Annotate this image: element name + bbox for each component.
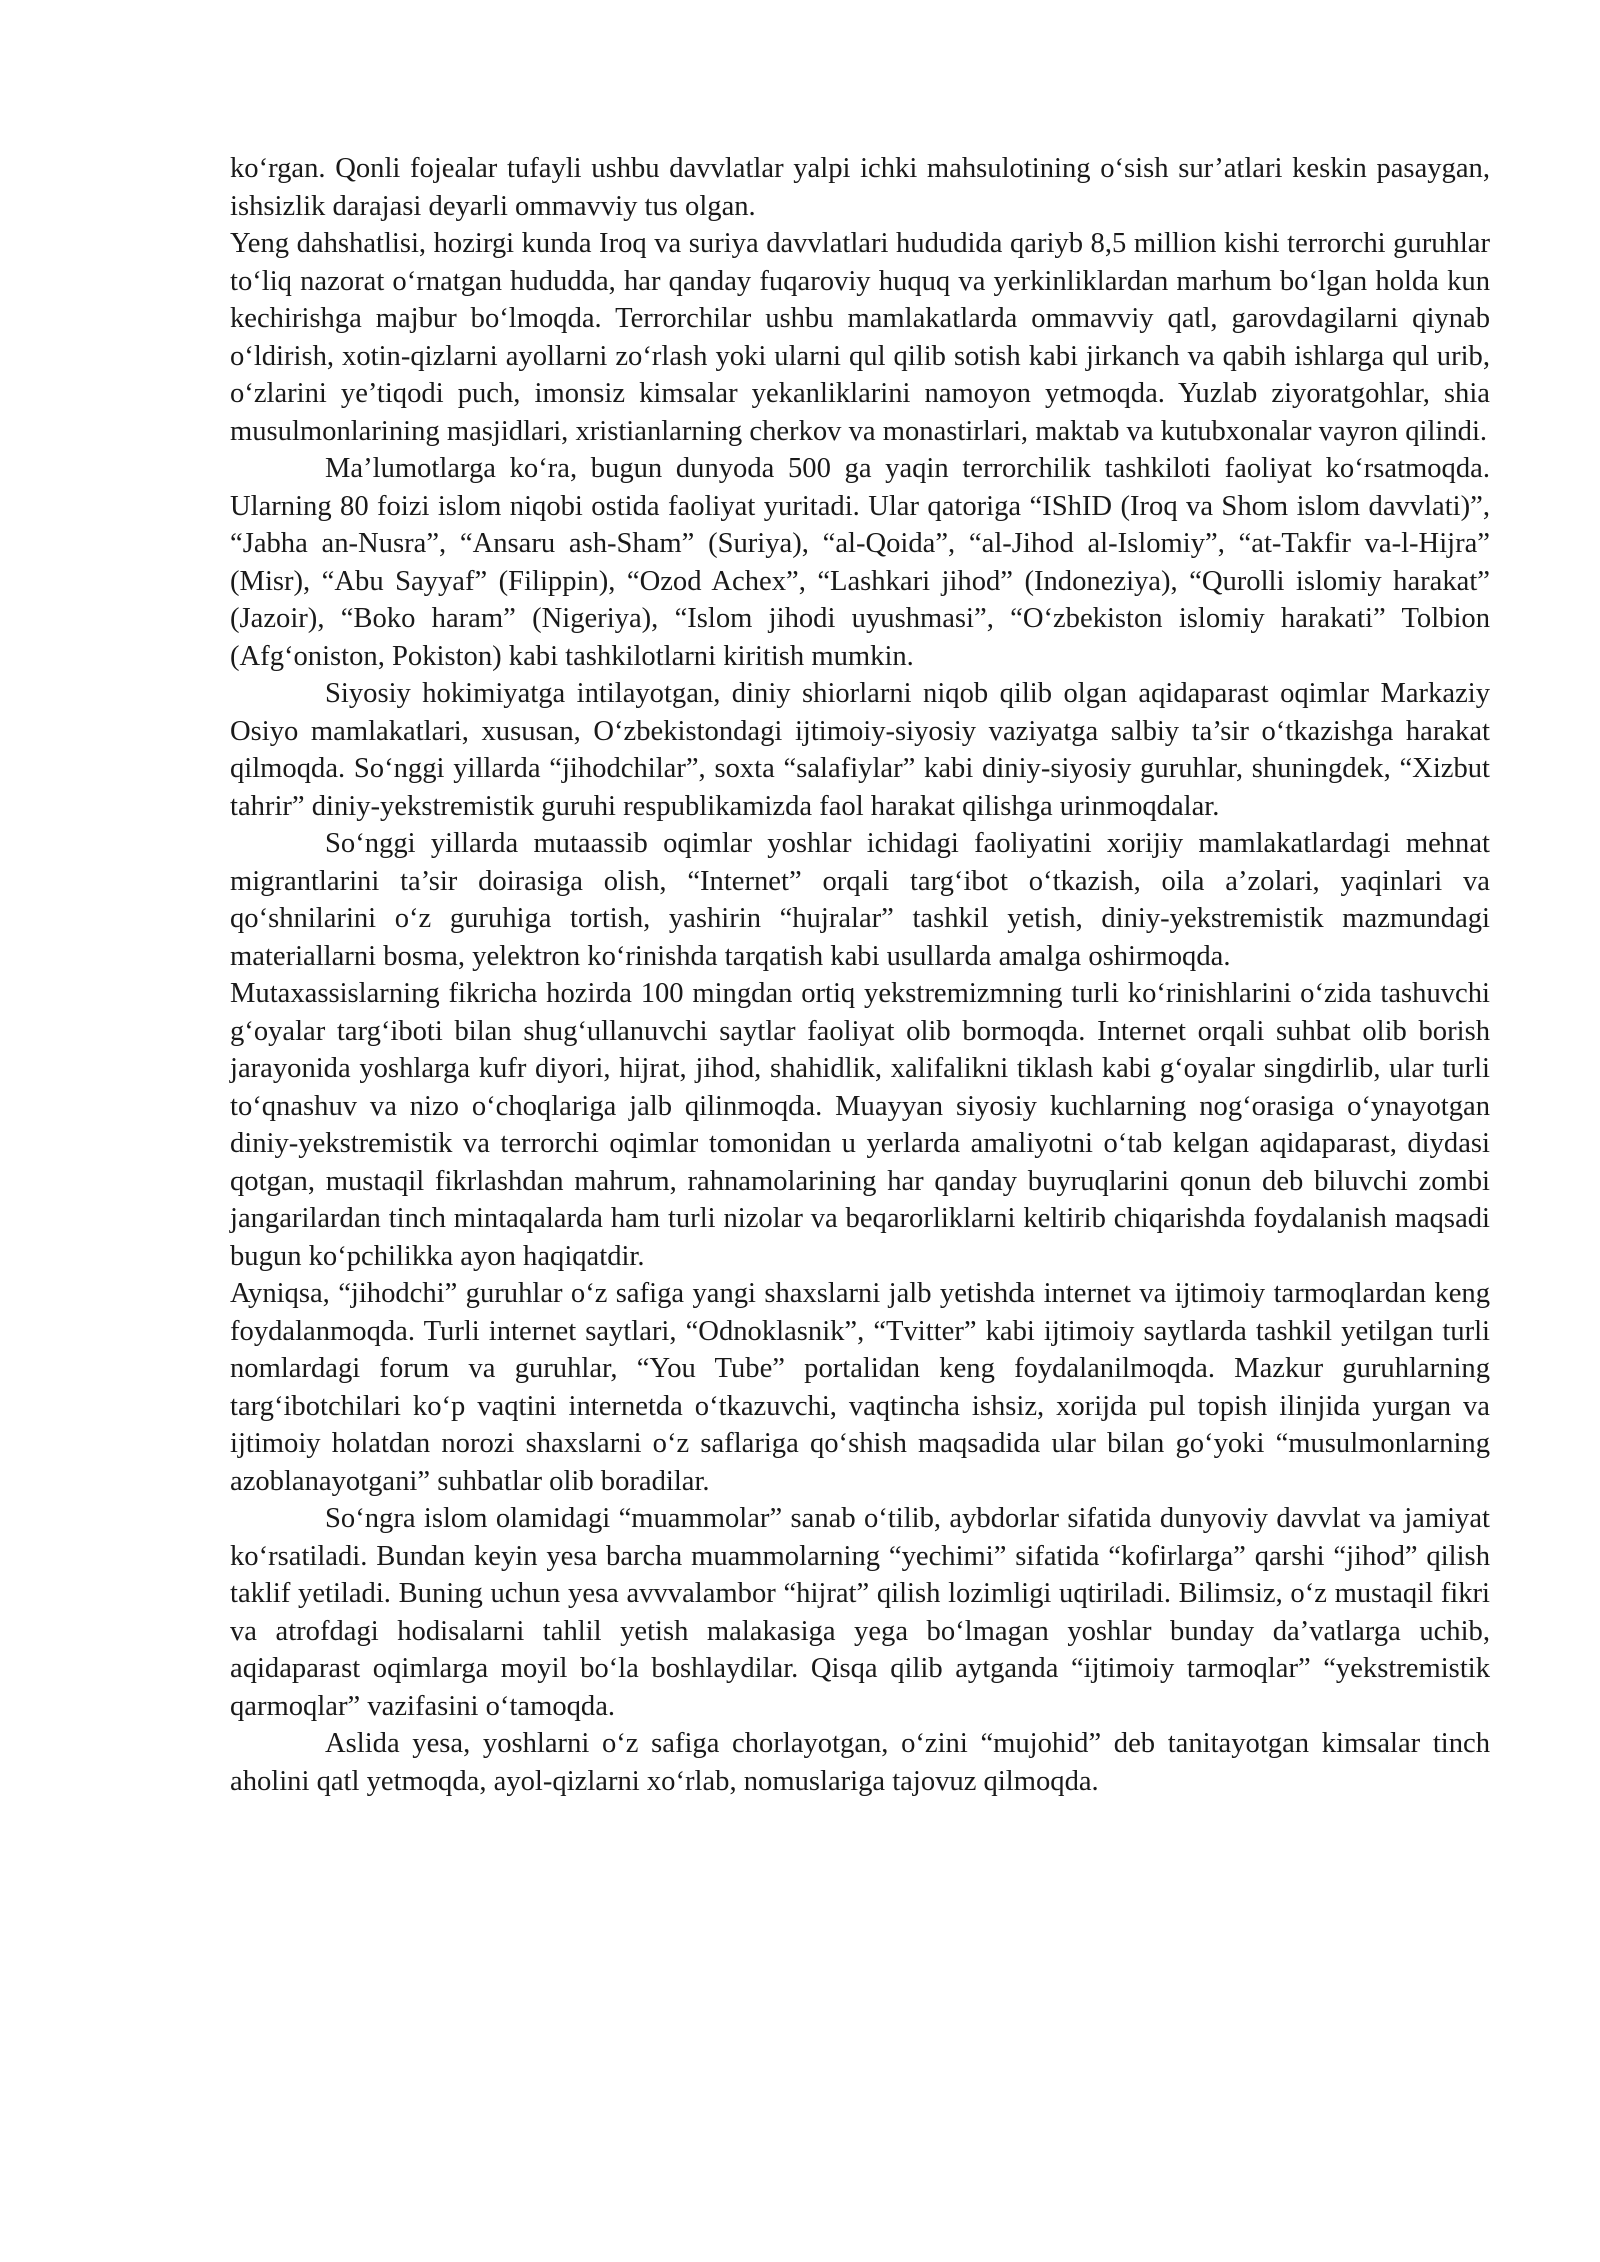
paragraph: Ma’lumotlarga ko‘ra, bugun dunyoda 500 ga yaqin terrorchilik tashkiloti faoliyat ko‘rsatmoqda. Ularning 80 foizi islom niqobi ostida faoliyat yuritadi. Ular qatoriga “IShID (Iroq va Shom islom davvlati)”, “Jabha an-Nusra”, “Ansaru ash-Sham” (Suriya), “al-Qoida”, “al-Jihod al-Islomiy”, “at-Takfir va-l-Hijra” (Misr), “Abu Sayyaf” (Filippin), “Ozod Achex”, “Lashkari jihod” (Indoneziya), “Qurolli islomiy harakat” (Jazoir), “Boko haram” (Nigeriya), “Islom jihodi uyushmasi”, “O‘zbekiston islomiy harakati” Tolbion (Afg‘oniston, Pokiston) kabi tashkilotlarni kiritish mumkin. bbox=[230, 453, 1490, 672]
paragraph: Aslida yesa, yoshlarni o‘z safiga chorlayotgan, o‘zini “mujohid” deb tanitayotgan kimsalar tinch aholini qatl yetmoqda, ayol-qizlarni xo‘rlab, nomuslariga tajovuz qilmoqda. bbox=[230, 1728, 1490, 1797]
document-page bbox=[230, 150, 1490, 1800]
paragraph: So‘ngra islom olamidagi “muammolar” sanab o‘tilib, aybdorlar sifatida dunyoviy davvlat va jamiyat ko‘rsatiladi. Bundan keyin yesa barcha muammolarning “yechimi” sifatida “kofirlarga” qarshi “jihod” qilish taklif yetiladi. Buning uchun yesa avvvalambor “hijrat” qilish lozimligi uqtiriladi. Bilimsiz, o‘z mustaqil fikri va atrofdagi hodisalarni tahlil yetish malakasiga yega bo‘lmagan yoshlar bunday da’vatlarga uchib, aqidaparast oqimlarga moyil bo‘la boshlaydilar. Qisqa qilib aytganda “ijtimoiy tarmoqlar” “yekstremistik qarmoqlar” vazifasini o‘tamoqda. bbox=[230, 1503, 1490, 1722]
paragraph: So‘nggi yillarda mutaassib oqimlar yoshlar ichidagi faoliyatini xorijiy mamlakatlardagi mehnat migrantlarini ta’sir doirasiga olish, “Internet” orqali targ‘ibot o‘tkazish, oila a’zolari, yaqinlari va qo‘shnilarini o‘z guruhiga tortish, yashirin “hujralar” tashkil yetish, diniy-yekstremistik mazmundagi materiallarni bosma, yelektron ko‘rinishda tarqatish kabi usullarda amalga oshirmoqda. bbox=[230, 828, 1490, 972]
paragraph: ko‘rgan. Qonli fojealar tufayli ushbu davvlatlar yalpi ichki mahsulotining o‘sish sur’atlari keskin pasaygan, ishsizlik darajasi deyarli ommavviy tus olgan. bbox=[230, 153, 1490, 222]
paragraph: Mutaxassislarning fikricha hozirda 100 mingdan ortiq yekstremizmning turli ko‘rinishlarini o‘zida tashuvchi g‘oyalar targ‘iboti bilan shug‘ullanuvchi saytlar faoliyat olib bormoqda. Internet orqali suhbat olib borish jarayonida yoshlarga kufr diyori, hijrat, jihod, shahidlik, xalifalikni tiklash kabi g‘oyalar singdirlib, ular turli to‘qnashuv va nizo o‘choqlariga jalb qilinmoqda. Muayyan siyosiy kuchlarning nog‘orasiga o‘ynayotgan diniy-yekstremistik va terrorchi oqimlar tomonidan u yerlarda amaliyotni o‘tab kelgan aqidaparast, diydasi qotgan, mustaqil fikrlashdan mahrum, rahnamolarining har qanday buyruqlarini qonun deb biluvchi zombi jangarilardan tinch mintaqalarda ham turli nizolar va beqarorliklarni keltirib chiqarishda foydalanish maqsadi bugun ko‘pchilikka ayon haqiqatdir. bbox=[230, 978, 1490, 1272]
paragraph: Ayniqsa, “jihodchi” guruhlar o‘z safiga yangi shaxslarni jalb yetishda internet va ijtimoiy tarmoqlardan keng foydalanmoqda. Turli internet saytlari, “Odnoklasnik”, “Tvitter” kabi ijtimoiy saytlarda tashkil yetilgan turli nomlardagi forum va guruhlar, “You Tube” portalidan keng foydalanilmoqda. Mazkur guruhlarning targ‘ibotchilari ko‘p vaqtini internetda o‘tkazuvchi, vaqtincha ishsiz, xorijda pul topish ilinjida yurgan va ijtimoiy holatdan norozi shaxslarni o‘z saflariga qo‘shish maqsadida ular bilan go‘yoki “musulmonlarning azoblanayotgani” suhbatlar olib boradilar. bbox=[230, 1278, 1490, 1497]
paragraph: Yeng dahshatlisi, hozirgi kunda Iroq va suriya davvlatlari hududida qariyb 8,5 million kishi terrorchi guruhlar to‘liq nazorat o‘rnatgan hududda, har qanday fuqaroviy huquq va yerkinliklardan marhum bo‘lgan holda kun kechirishga majbur bo‘lmoqda. Terrorchilar ushbu mamlakatlarda ommavviy qatl, garovdagilarni qiynab o‘ldirish, xotin-qizlarni ayollarni zo‘rlash yoki ularni qul qilib sotish kabi jirkanch va qabih ishlarga qul urib, o‘zlarini ye’tiqodi puch, imonsiz kimsalar yekanliklarini namoyon yetmoqda. Yuzlab ziyoratgohlar, shia musulmonlarining masjidlari, xristianlarning cherkov va monastirlari, maktab va kutubxonalar vayron qilindi. bbox=[230, 228, 1490, 447]
paragraph: Siyosiy hokimiyatga intilayotgan, diniy shiorlarni niqob qilib olgan aqidaparast oqimlar Markaziy Osiyo mamlakatlari, xususan, O‘zbekistondagi ijtimoiy-siyosiy vaziyatga salbiy ta’sir o‘tkazishga harakat qilmoqda. So‘nggi yillarda “jihodchilar”, soxta “salafiylar” kabi diniy-siyosiy guruhlar, shuningdek, “Xizbut tahrir” diniy-yekstremistik guruhi respublikamizda faol harakat qilishga urinmoqdalar. bbox=[230, 678, 1490, 822]
